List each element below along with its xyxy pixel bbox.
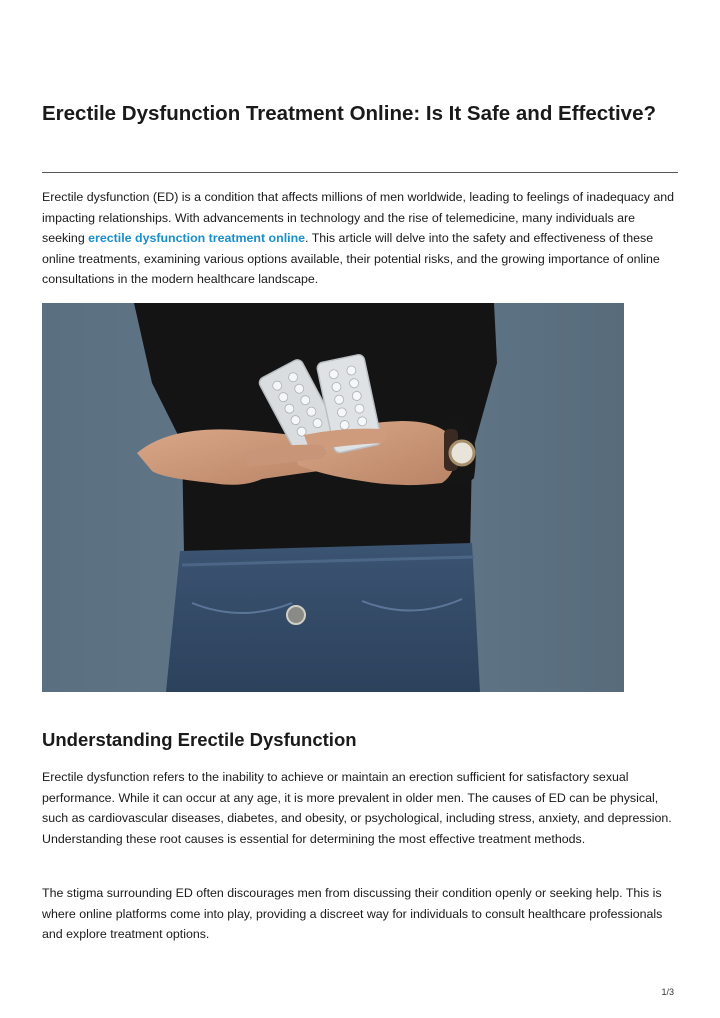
treatment-online-link[interactable]: erectile dysfunction treatment online	[88, 231, 306, 246]
intro-text-before-link: Erectile dysfunction (ED) is a condition that affects millions of men worldwide, leading to feelings of inadequacy and impacting relationships. With advancements in technology and the rise of telemedicine, many individuals are seeking	[42, 190, 675, 246]
intro-paragraph	[42, 187, 678, 290]
page-number: 1/3	[661, 987, 674, 997]
page-title: Erectile Dysfunction Treatment Online: Is It Safe and Effective?	[42, 102, 657, 125]
body-paragraph: Erectile dysfunction refers to the inability to achieve or maintain an erection sufficient for satisfactory sexual performance. While it can occur at any age, it is more prevalent in older men. The causes of ED can be physical, such as cardiovascular diseases, diabetes, and obesity, or psychological, including stress, anxiety, and depression. Understanding these root causes is essential for determining the most effective treatment methods.	[42, 770, 672, 846]
intro-text-after-link: . This article will delve into the safety and effectiveness of these online treatments, examining various options available, their potential risks, and the growing importance of online consultations in the modern healthcare landscape.	[42, 231, 660, 287]
section-heading: Understanding Erectile Dysfunction	[42, 729, 357, 750]
body-paragraph: The stigma surrounding ED often discourages men from discussing their condition openly or seeking help. This is where online platforms come into play, providing a discreet way for individuals to consult healthcare professionals and explore treatment options.	[42, 886, 663, 942]
title-divider	[42, 172, 678, 173]
article-photo	[42, 303, 624, 692]
